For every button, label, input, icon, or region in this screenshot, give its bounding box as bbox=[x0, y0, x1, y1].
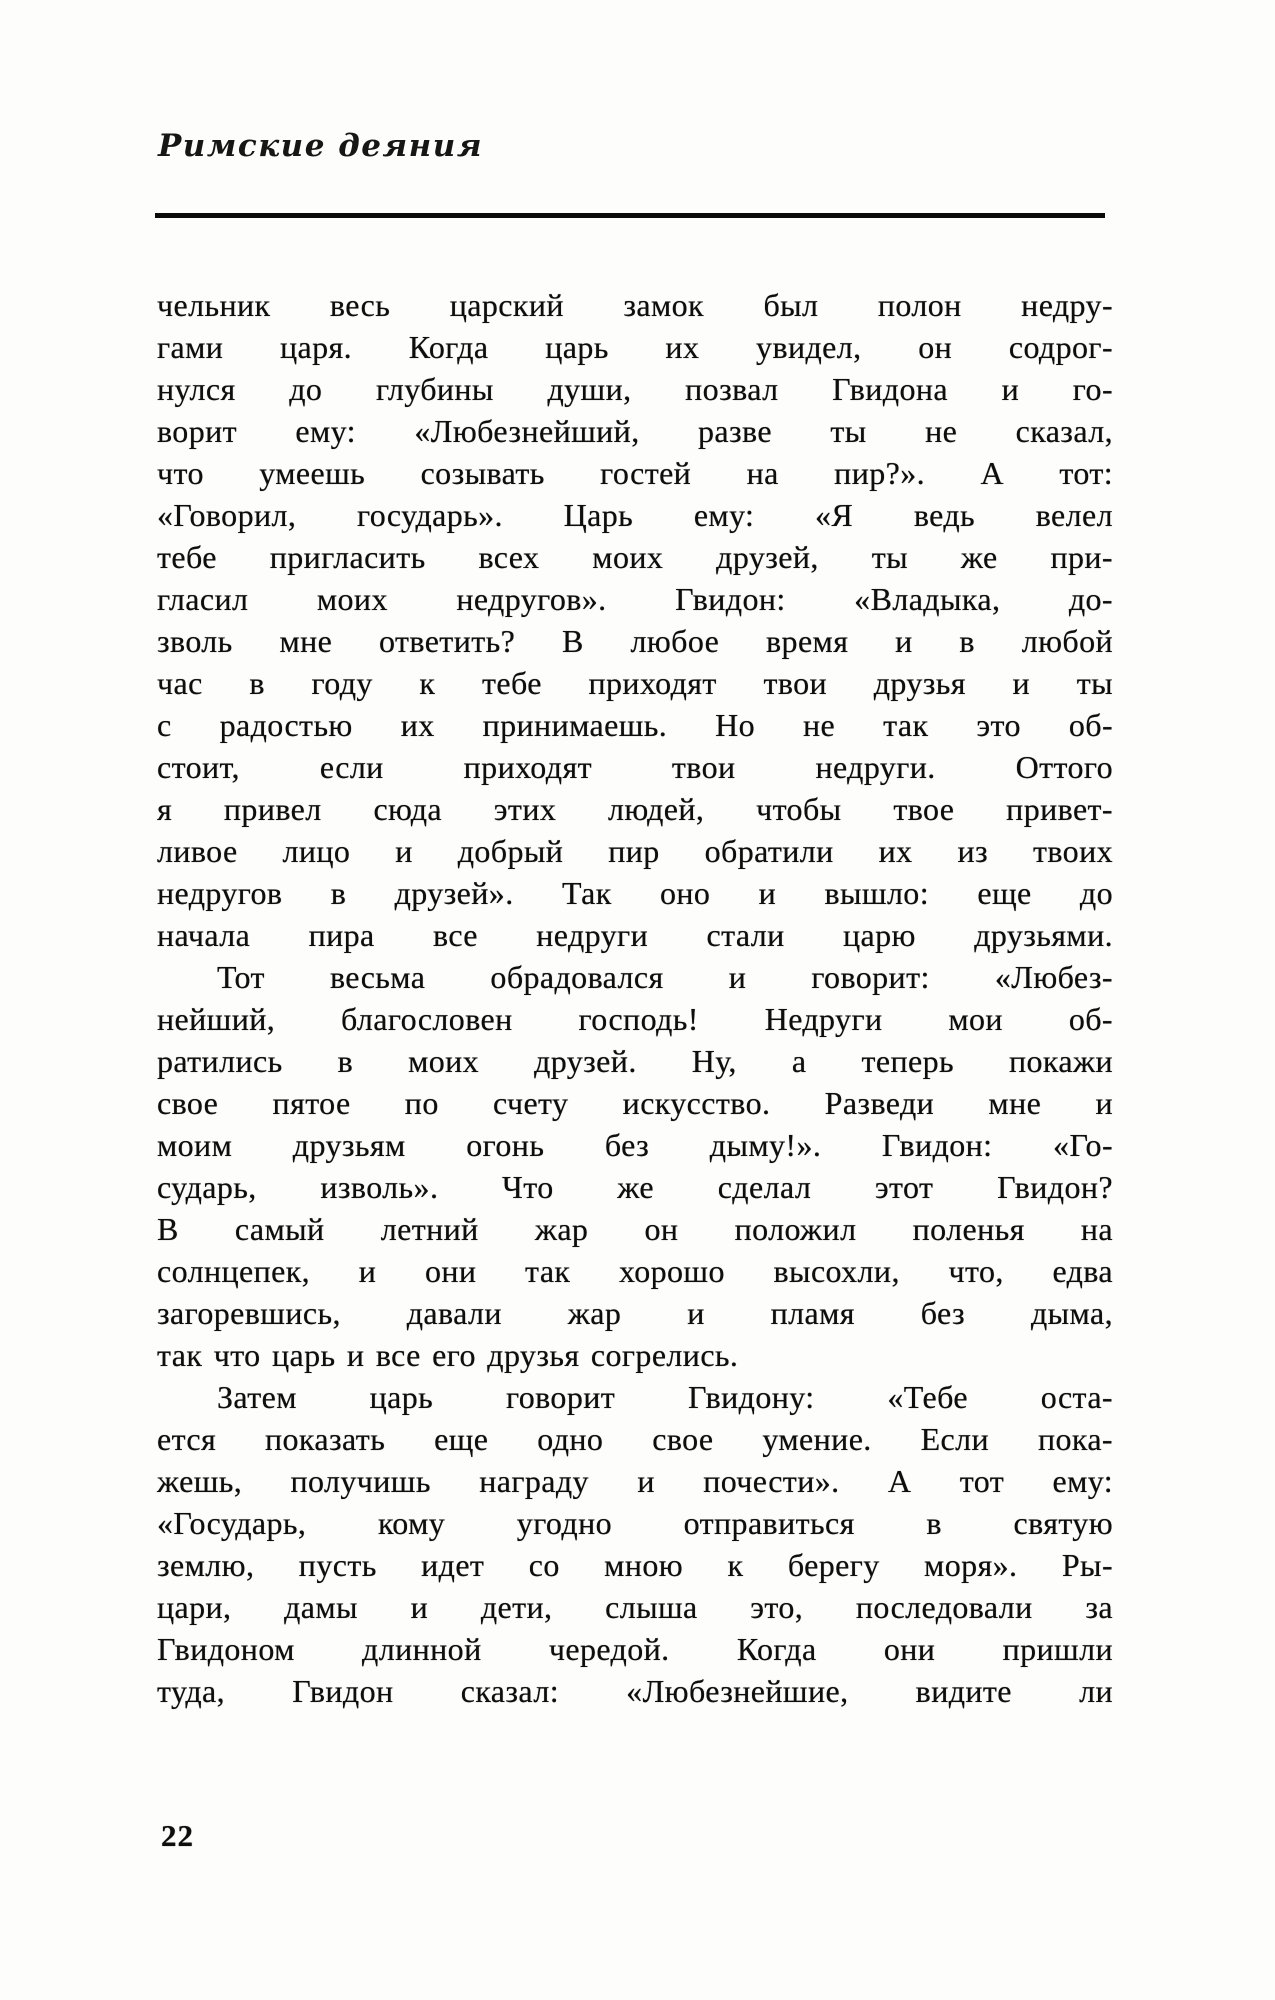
text-line: солнцепек, и они так хорошо высохли, что, едва bbox=[157, 1253, 1113, 1289]
text-line: стоит, если приходят твои недруги. Оттого bbox=[157, 749, 1113, 785]
header-rule bbox=[155, 213, 1105, 218]
text-line: моим друзьям огонь без дыму!». Гвидон: «Го- bbox=[157, 1127, 1113, 1163]
text-line: землю, пусть идет со мною к берегу моря». Ры- bbox=[157, 1547, 1113, 1583]
text-line: так что царь и все его друзья согрелись. bbox=[157, 1337, 739, 1373]
text-line: «Говорил, государь». Царь ему: «Я ведь велел bbox=[157, 497, 1113, 533]
text-line: с радостью их принимаешь. Но не так это об- bbox=[157, 707, 1113, 743]
text-line: ратились в моих друзей. Ну, а теперь покажи bbox=[157, 1043, 1113, 1079]
text-line: гласил моих недругов». Гвидон: «Владыка, до- bbox=[157, 581, 1113, 617]
running-head: Римские деяния bbox=[158, 128, 483, 164]
text-line: начала пира все недруги стали царю друзьями. bbox=[157, 917, 1113, 953]
text-line: чельник весь царский замок был полон недру- bbox=[157, 287, 1113, 323]
text-line: гами царя. Когда царь их увидел, он содрог- bbox=[157, 329, 1113, 365]
text-line: Гвидоном длинной чередой. Когда они пришли bbox=[157, 1631, 1113, 1667]
text-line: нейший, благословен господь! Недруги мои об- bbox=[157, 1001, 1113, 1037]
text-line: свое пятое по счету искусство. Разведи мне и bbox=[157, 1085, 1113, 1121]
page-number: 22 bbox=[161, 1818, 194, 1853]
text-line: я привел сюда этих людей, чтобы твое привет- bbox=[157, 791, 1113, 827]
text-line: Тот весьма обрадовался и говорит: «Любез- bbox=[217, 959, 1113, 995]
text-line: что умеешь созывать гостей на пир?». А тот: bbox=[157, 455, 1113, 491]
text-line: тебе пригласить всех моих друзей, ты же при- bbox=[157, 539, 1113, 575]
text-line: ется показать еще одно свое умение. Если пока- bbox=[157, 1421, 1113, 1457]
text-line: ливое лицо и добрый пир обратили их из твоих bbox=[157, 833, 1113, 869]
text-line: нулся до глубины души, позвал Гвидона и го- bbox=[157, 371, 1113, 407]
text-line: зволь мне ответить? В любое время и в любой bbox=[157, 623, 1113, 659]
text-line: час в году к тебе приходят твои друзья и ты bbox=[157, 665, 1113, 701]
page-text bbox=[157, 284, 1113, 1712]
text-line: цари, дамы и дети, слыша это, последовали за bbox=[157, 1589, 1113, 1625]
text-line: Затем царь говорит Гвидону: «Тебе оста- bbox=[217, 1379, 1113, 1415]
text-line: «Государь, кому угодно отправиться в святую bbox=[157, 1505, 1113, 1541]
text-line: недругов в друзей». Так оно и вышло: еще до bbox=[157, 875, 1113, 911]
text-line: туда, Гвидон сказал: «Любезнейшие, видите ли bbox=[157, 1673, 1113, 1709]
text-line: загоревшись, давали жар и пламя без дыма, bbox=[157, 1295, 1113, 1331]
text-line: В самый летний жар он положил поленья на bbox=[157, 1211, 1113, 1247]
text-line: жешь, получишь награду и почести». А тот ему: bbox=[157, 1463, 1113, 1499]
text-line: ворит ему: «Любезнейший, разве ты не сказал, bbox=[157, 413, 1113, 449]
text-line: сударь, изволь». Что же сделал этот Гвидон? bbox=[157, 1169, 1113, 1205]
